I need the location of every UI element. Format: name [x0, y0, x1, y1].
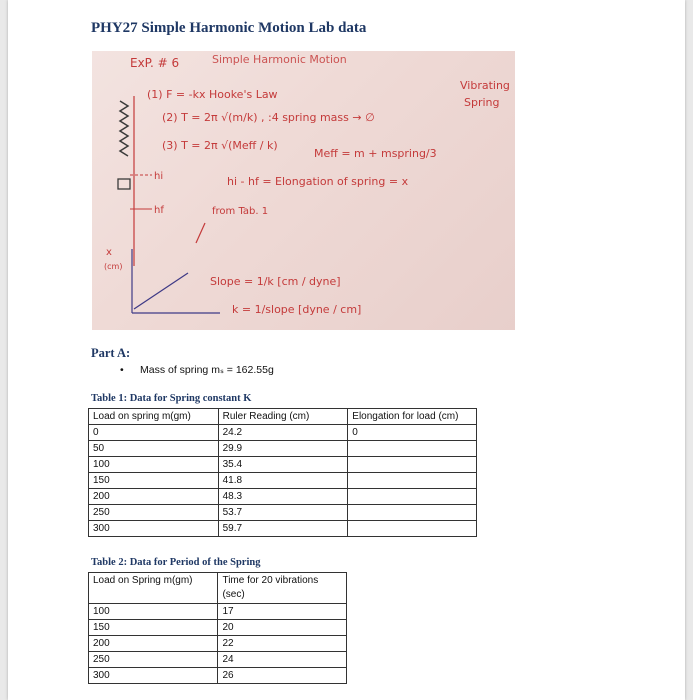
bullet-icon: • [120, 364, 124, 376]
part-a-heading: Part A: [91, 346, 131, 360]
board-cm-label: (cm) [104, 262, 123, 271]
table-row [89, 473, 477, 489]
table-cell: 22 [218, 636, 347, 652]
graph-slope-line [134, 273, 188, 309]
table-cell: 24 [218, 652, 347, 668]
table-row [89, 620, 347, 636]
table-row [89, 604, 347, 620]
column-header: Load on Spring m(gm) [89, 573, 218, 604]
spring-mass-text: Mass of spring mₛ = 162.55g [140, 364, 274, 376]
table-cell: 29.9 [218, 441, 348, 457]
table-row [89, 636, 347, 652]
board-side-note-2: Spring [464, 96, 500, 109]
board-equation-period-eff: (3) T = 2π √(Meff / k) [162, 139, 278, 152]
board-k-note: k = 1/slope [dyne / cm] [232, 303, 362, 316]
table-cell: 300 [89, 668, 218, 684]
spring-coil-icon [120, 101, 128, 156]
table-row [89, 668, 347, 684]
table1-caption: Table 1: Data for Spring constant K [91, 393, 252, 404]
table-cell: 53.7 [218, 505, 348, 521]
table-cell: 150 [89, 473, 219, 489]
column-header: Elongation for load (cm) [348, 409, 477, 425]
table-row [89, 652, 347, 668]
table-cell: 48.3 [218, 489, 348, 505]
table-cell: 300 [89, 521, 219, 537]
table-cell: 50 [89, 441, 219, 457]
document-page [8, 0, 685, 700]
table-cell: 250 [89, 505, 219, 521]
table-row [89, 441, 477, 457]
table-cell: 20 [218, 620, 347, 636]
table-cell: 100 [89, 457, 219, 473]
board-heading: Simple Harmonic Motion [212, 53, 347, 66]
board-experiment-label: ExP. # 6 [130, 56, 180, 70]
table-cell: 0 [348, 425, 477, 441]
table-period [88, 572, 347, 684]
board-equation-hooke: (1) F = -kx Hooke's Law [147, 88, 278, 101]
board-elongation-note: hi - hf = Elongation of spring = x [227, 175, 409, 188]
table-cell [348, 505, 477, 521]
board-slope-note: Slope = 1/k [cm / dyne] [210, 275, 341, 288]
table-cell [348, 473, 477, 489]
table-header-row [89, 573, 347, 604]
document-title: PHY27 Simple Harmonic Motion Lab data [91, 20, 367, 36]
table-cell: 100 [89, 604, 218, 620]
table-cell: 250 [89, 652, 218, 668]
table-cell [348, 457, 477, 473]
table-cell: 200 [89, 489, 219, 505]
table-cell: 17 [218, 604, 347, 620]
table-header-row [89, 409, 477, 425]
board-x-axis-label: x [106, 247, 112, 258]
table-row [89, 505, 477, 521]
column-header: Load on spring m(gm) [89, 409, 219, 425]
table-row [89, 457, 477, 473]
table-row [89, 521, 477, 537]
mass-block-icon [118, 179, 130, 189]
table-row [89, 489, 477, 505]
board-equation-period: (2) T = 2π √(m/k) , :4 spring mass → ∅ [162, 111, 375, 124]
table-spring-constant [88, 408, 477, 537]
table-cell: 0 [89, 425, 219, 441]
board-meff: Meff = m + mspring/3 [314, 147, 437, 160]
table-cell: 26 [218, 668, 347, 684]
table-cell: 59.7 [218, 521, 348, 537]
table-row [89, 425, 477, 441]
table-cell [348, 489, 477, 505]
table-cell: 41.8 [218, 473, 348, 489]
table-cell: 35.4 [218, 457, 348, 473]
table2-caption: Table 2: Data for Period of the Spring [91, 557, 261, 568]
board-from-table: from Tab. 1 [212, 206, 269, 217]
table-cell: 24.2 [218, 425, 348, 441]
table-cell: 150 [89, 620, 218, 636]
whiteboard-photo [92, 51, 515, 330]
board-hi-label: hi [154, 171, 164, 182]
table-cell: 200 [89, 636, 218, 652]
board-side-note-1: Vibrating [460, 79, 510, 92]
board-hf-label: hf [154, 205, 164, 216]
table-cell [348, 521, 477, 537]
column-header: Ruler Reading (cm) [218, 409, 348, 425]
whiteboard-drawing [92, 51, 515, 330]
table-cell [348, 441, 477, 457]
column-header: Time for 20 vibrations (sec) [218, 573, 347, 604]
